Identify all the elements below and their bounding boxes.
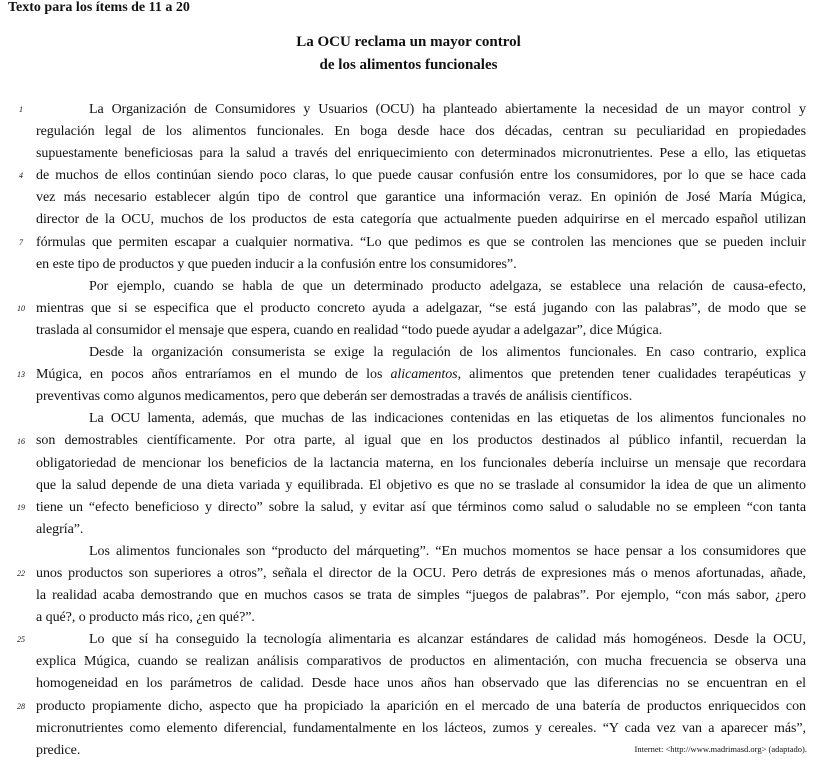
line-number: 13 xyxy=(17,370,25,380)
text-line: Los alimentos funcionales son “producto del márqueting”. “En muchos momentos se hace pensar a los consumidores que xyxy=(89,543,806,559)
line-number: 19 xyxy=(17,502,25,512)
text-line: alegría”. xyxy=(36,521,84,537)
text-line: obligatoriedad de mencionar los beneficios de la lactancia materna, en los funcionales debería incluirse un mensaje que recordara xyxy=(36,455,806,471)
text-line: la realidad acaba demostrando que en muchos casos se trata de simples “juegos de palabras”. Por ejemplo, “con más sabor, ¿pero xyxy=(36,588,806,604)
text-line: unos productos son superiores a otros”, señala el director de la OCU. Pero detrás de expresiones más o menos afortunadas, añade, xyxy=(36,565,806,581)
text-line: fórmulas que permiten escapar a cualquier normativa. “Lo que pedimos es que se controlen las menciones que se pueden incluir xyxy=(36,234,806,250)
line-number: 10 xyxy=(17,303,25,313)
text-line xyxy=(36,364,806,386)
text-line: producto propiamente dicho, aspecto que ha propiciado la aparición en el mercado de una batería de productos enriquecidos con xyxy=(36,698,806,714)
line-number: 22 xyxy=(17,569,25,579)
text-line: vez más necesario establecer algún tipo de control que garantice una información veraz. En opinión de José María Múgica, xyxy=(36,190,806,206)
line-number: 16 xyxy=(17,436,25,446)
line-number: 1 xyxy=(19,105,23,114)
article-title-line-2: de los alimentos funcionales xyxy=(319,57,498,73)
text-line: que la salud depende de una dieta variada y equilibrada. El objetivo es que no se traslade al consumidor la idea de que un alimento xyxy=(36,477,806,493)
text-line: explica Múgica, cuando se realizan análisis comparativos de productos en alimentación, con mucha frecuencia se observa una xyxy=(36,654,806,670)
text-line: son demostrables científicamente. Por otra parte, al igual que en los productos destinados al público infantil, recuerdan la xyxy=(36,433,806,449)
italic-term: alicamentos xyxy=(390,367,458,383)
source-citation: Internet: <http://www.madrimasd.org> (adaptado). xyxy=(634,744,807,754)
article-title-line-1: La OCU reclama un mayor control xyxy=(296,34,521,50)
text-line: director de la OCU, muchos de los productos de esta categoría que actualmente pueden adquirirse en el mercado español utilizan xyxy=(36,212,806,228)
article-body xyxy=(36,99,806,762)
text-line: a qué?, o producto más rico, ¿en qué?”. xyxy=(36,610,255,626)
line-number: 4 xyxy=(19,171,23,181)
line-number: 25 xyxy=(17,635,25,645)
text-line: homogeneidad en los parámetros de calidad. Desde hace unos años han observado que las diferencias no se encuentran en el xyxy=(36,676,806,692)
text-line: Por ejemplo, cuando se habla de que un determinado producto adelgaza, se establece una relación de causa-efecto, xyxy=(89,278,806,294)
text-line: La OCU lamenta, además, que muchas de las indicaciones contenidas en las etiquetas de los alimentos funcionales no xyxy=(89,411,806,427)
text-line: mientras que si se especifica que el producto concreto ayuda a adelgazar, “se está jugando con las palabras”, de modo que se xyxy=(36,300,806,316)
text-line: de muchos de ellos continúan siendo poco claras, lo que puede causar confusión entre los consumidores, por lo que se hace cada xyxy=(36,168,806,184)
text-line: en este tipo de productos y que pueden inducir a la confusión entre los consumidores”. xyxy=(36,256,517,272)
text-line: La Organización de Consumidores y Usuarios (OCU) ha planteado abiertamente la necesidad de un mayor control y xyxy=(89,102,806,117)
text-line: Desde la organización consumerista se exige la regulación de los alimentos funcionales. En caso contrario, explica xyxy=(89,345,806,361)
text-line: supuestamente beneficiosas para la salud a través del enriquecimiento con determinados micronutrientes. Pese a ello, las etiquetas xyxy=(36,146,806,162)
line-number: 7 xyxy=(19,237,23,247)
text-line: Lo que sí ha conseguido la tecnología alimentaria es alcanzar estándares de calidad más homogéneos. Desde la OCU, xyxy=(89,632,806,648)
text-segment: Múgica, en pocos años entraríamos en el mundo de los xyxy=(36,367,391,383)
section-header: Texto para los ítems de 11 a 20 xyxy=(8,0,190,15)
text-line: traslada al consumidor el mensaje que espera, cuando en realidad “todo puede ayudar a adelgazar”, dice Múgica. xyxy=(36,322,663,338)
text-line: micronutrientes como elemento diferencial, fundamentalmente en los lácteos, zumos y cereales. “Y cada vez van a aparecer más”, xyxy=(36,720,806,736)
text-line: regulación legal de los alimentos funcionales. En boga desde hace dos décadas, centran su peculiaridad en propiedades xyxy=(36,124,806,140)
text-line: predice. xyxy=(36,742,81,758)
line-number: 28 xyxy=(17,701,25,711)
text-line: preventivas como algunos medicamentos, pero que deberán ser demostradas a través de análisis científicos. xyxy=(36,389,633,405)
text-line: tiene un “efecto beneficioso y directo” sobre la salud, y evitar así que términos como salud o saludable no se empleen “con tanta xyxy=(36,499,806,515)
text-segment: , alimentos que pretenden tener cualidades terapéuticas y xyxy=(457,367,807,383)
